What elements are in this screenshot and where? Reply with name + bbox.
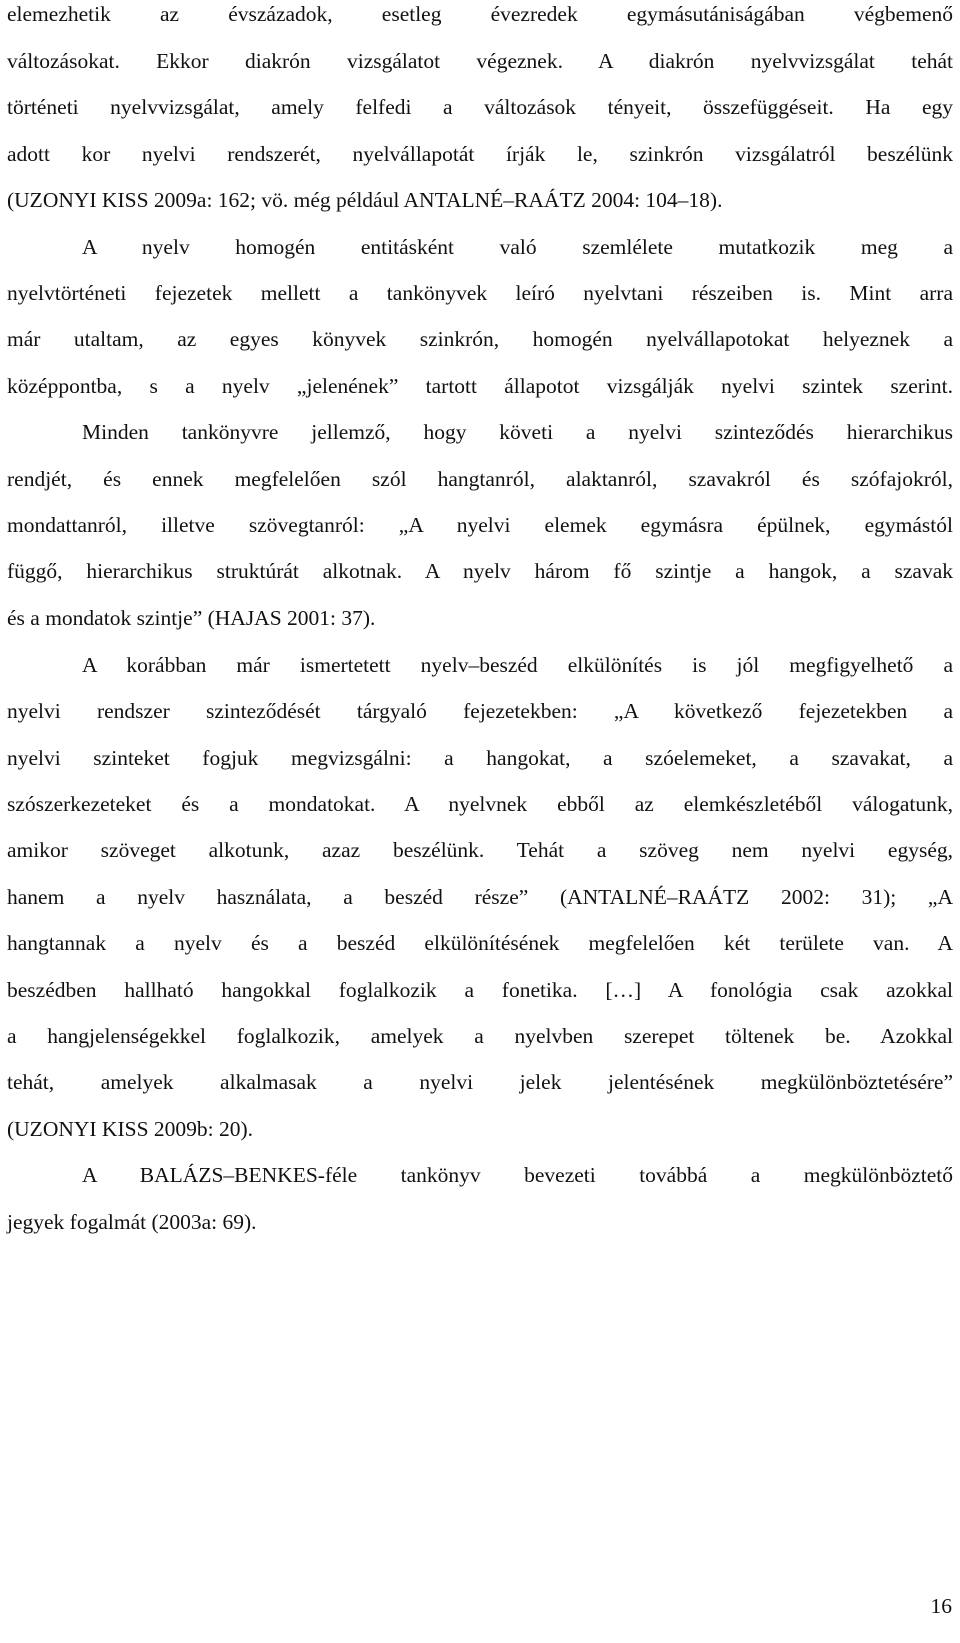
- page-number: 16: [930, 1594, 952, 1618]
- text-line: a hangjelenségekkel foglalkozik, amelyek a nyelvben szerepet töltenek be. Azokkal: [7, 1024, 953, 1048]
- text-line: tehát, amelyek alkalmasak a nyelvi jelek jelentésének megkülönböztetésére”: [7, 1070, 953, 1094]
- text-line: történeti nyelvvizsgálat, amely felfedi a változások tényeit, összefüggéseit. Ha egy: [7, 95, 953, 119]
- text-line: már utaltam, az egyes könyvek szinkrón, homogén nyelvállapotokat helyeznek a: [7, 327, 953, 351]
- text-line: rendjét, és ennek megfelelően szól hangtanról, alaktanról, szavakról és szófajokról,: [7, 467, 953, 491]
- text-line: változásokat. Ekkor diakrón vizsgálatot végeznek. A diakrón nyelvvizsgálat tehát: [7, 49, 953, 73]
- text-line: A korábban már ismertetett nyelv–beszéd elkülönítés is jól megfigyelhető a: [82, 653, 953, 677]
- text-line: és a mondatok szintje” (HAJAS 2001: 37).: [7, 606, 376, 630]
- text-line: hangtannak a nyelv és a beszéd elkülönítésének megfelelően két területe van. A: [7, 931, 953, 955]
- text-line: (UZONYI KISS 2009a: 162; vö. még például ANTALNÉ–RAÁTZ 2004: 104–18).: [7, 188, 723, 212]
- text-line: nyelvi rendszer szinteződését tárgyaló fejezetekben: „A következő fejezetekben a: [7, 699, 953, 723]
- text-line: beszédben hallható hangokkal foglalkozik a fonetika. […] A fonológia csak azokkal: [7, 978, 953, 1002]
- text-line: középpontba, s a nyelv „jelenének” tartott állapotot vizsgálják nyelvi szintek szerint.: [7, 374, 953, 398]
- text-line: mondattanról, illetve szövegtanról: „A nyelvi elemek egymásra épülnek, egymástól: [7, 513, 953, 537]
- text-line: Minden tankönyvre jellemző, hogy követi a nyelvi szinteződés hierarchikus: [82, 420, 953, 444]
- text-line: függő, hierarchikus struktúrát alkotnak. A nyelv három fő szintje a hangok, a szavak: [7, 559, 953, 583]
- text-line: A nyelv homogén entitásként való szemlélete mutatkozik meg a: [82, 235, 953, 259]
- text-line: szószerkezeteket és a mondatokat. A nyelvnek ebből az elemkészletéből válogatunk,: [7, 792, 953, 816]
- text-line: hanem a nyelv használata, a beszéd része” (ANTALNÉ–RAÁTZ 2002: 31); „A: [7, 885, 953, 909]
- text-line: nyelvi szinteket fogjuk megvizsgálni: a hangokat, a szóelemeket, a szavakat, a: [7, 746, 953, 770]
- text-line: nyelvtörténeti fejezetek mellett a tankönyvek leíró nyelvtani részeiben is. Mint arra: [7, 281, 953, 305]
- text-line: adott kor nyelvi rendszerét, nyelvállapotát írják le, szinkrón vizsgálatról beszélünk: [7, 142, 953, 166]
- text-line: elemezhetik az évszázadok, esetleg évezredek egymásutániságában végbemenő: [7, 2, 953, 26]
- text-line: (UZONYI KISS 2009b: 20).: [7, 1117, 254, 1141]
- text-line: A BALÁZS–BENKES-féle tankönyv bevezeti továbbá a megkülönböztető: [82, 1163, 953, 1187]
- text-line: amikor szöveget alkotunk, azaz beszélünk. Tehát a szöveg nem nyelvi egység,: [7, 838, 953, 862]
- text-line: jegyek fogalmát (2003a: 69).: [7, 1210, 257, 1234]
